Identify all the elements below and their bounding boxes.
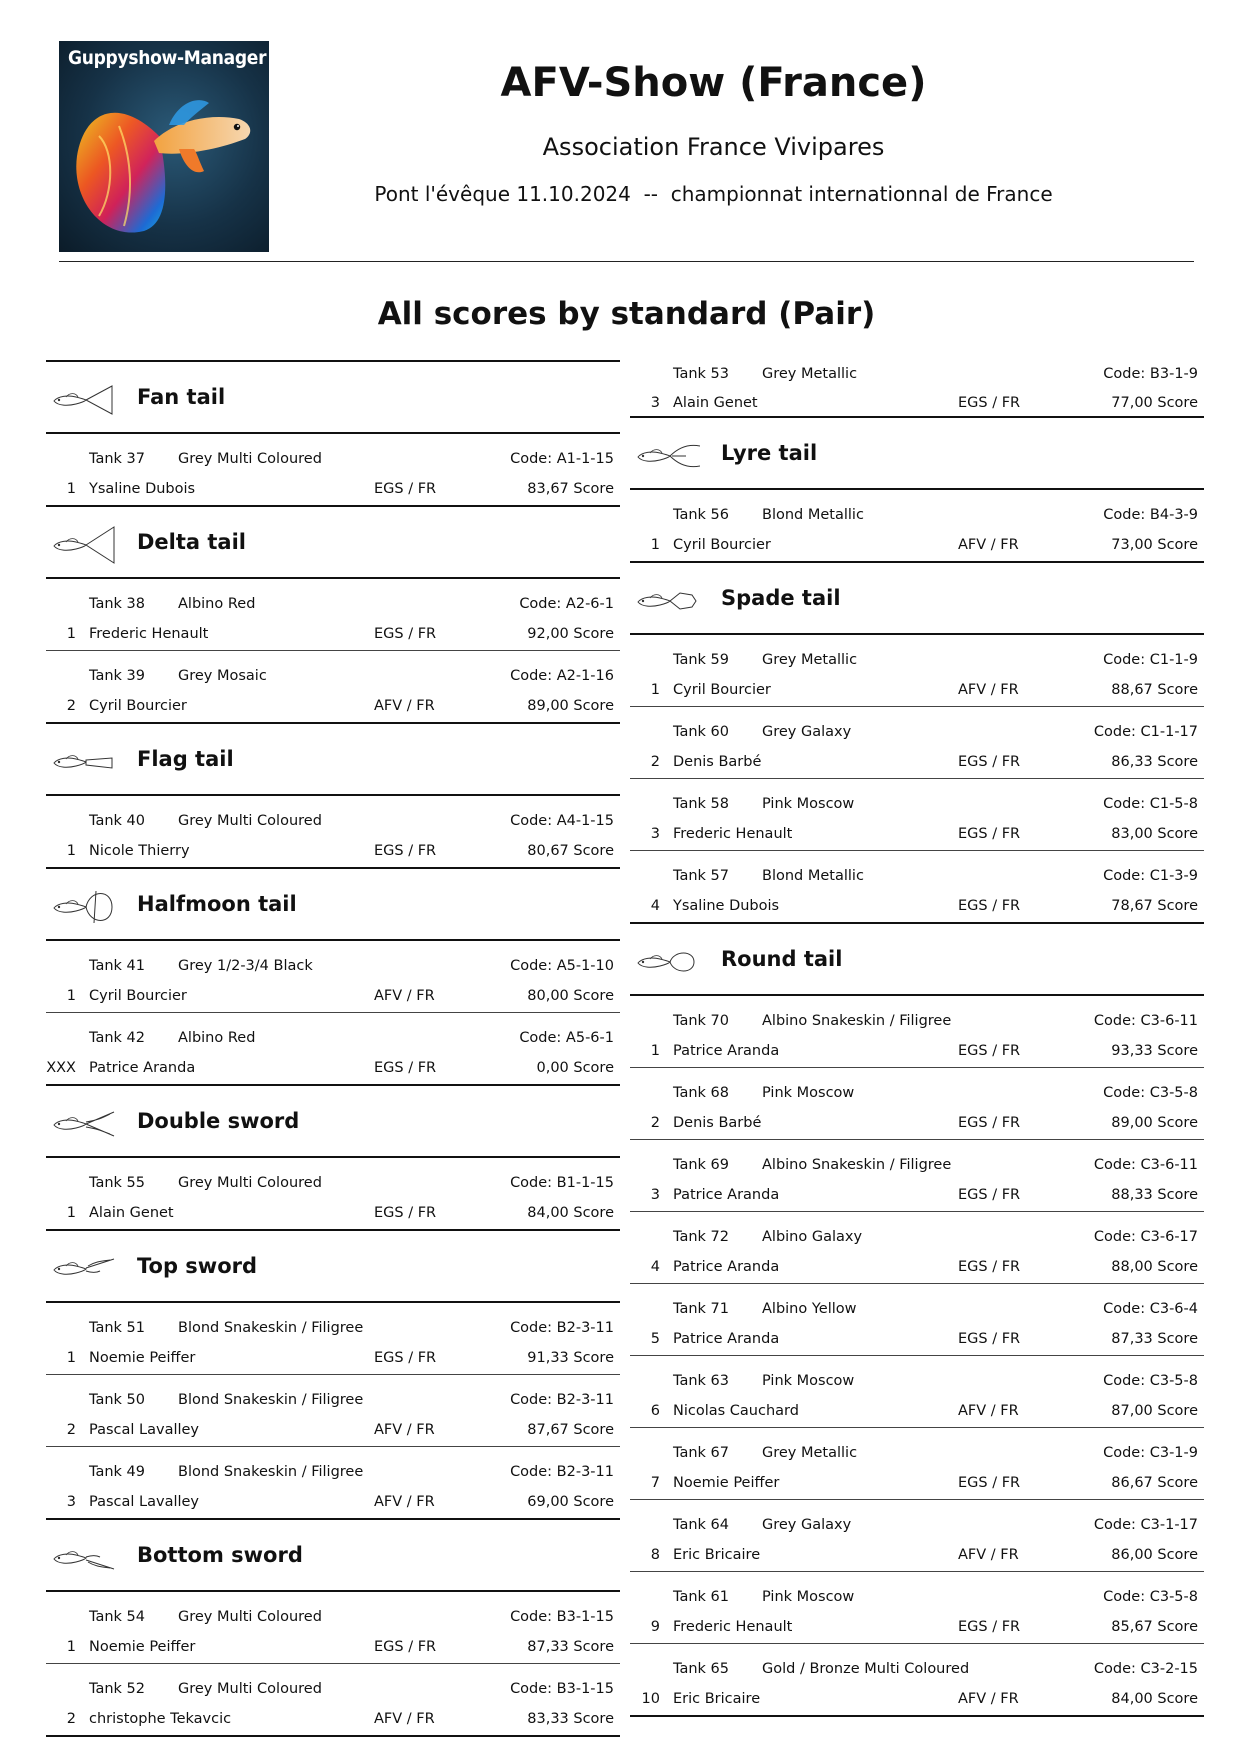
score: 92,00 Score <box>527 626 614 642</box>
flag-tail-icon <box>50 742 116 782</box>
class-code: Code: A2-6-1 <box>519 596 614 612</box>
class-code: Code: A2-1-16 <box>510 668 614 684</box>
tank-number: Tank 54 <box>89 1609 145 1625</box>
breeder-name: Ysaline Dubois <box>89 481 196 497</box>
category-title: Top sword <box>137 1254 258 1278</box>
club: AFV / FR <box>374 1422 435 1438</box>
club: EGS / FR <box>374 843 437 859</box>
breeder-name: Nicolas Cauchard <box>673 1403 799 1419</box>
placement: 1 <box>66 481 76 497</box>
placement: XXX <box>46 1060 76 1076</box>
strain: Pink Moscow <box>762 1589 855 1605</box>
tank-number: Tank 59 <box>673 652 729 668</box>
score-entry <box>46 434 620 507</box>
score: 87,33 Score <box>1111 1331 1198 1347</box>
class-code: Code: C3-1-9 <box>1103 1445 1198 1461</box>
score: 88,67 Score <box>1111 682 1198 698</box>
breeder-name: Patrice Aranda <box>673 1187 780 1203</box>
class-code: Code: C3-6-4 <box>1103 1301 1198 1317</box>
category-title: Lyre tail <box>721 441 818 465</box>
tank-number: Tank 39 <box>89 668 145 684</box>
breeder-name: Ysaline Dubois <box>673 898 780 914</box>
club: EGS / FR <box>958 1043 1021 1059</box>
score: 84,00 Score <box>1111 1691 1198 1707</box>
score-entry <box>630 1644 1204 1717</box>
tank-number: Tank 38 <box>89 596 145 612</box>
club: AFV / FR <box>958 1403 1019 1419</box>
score: 80,67 Score <box>527 843 614 859</box>
club: EGS / FR <box>958 1187 1021 1203</box>
bottom-sword-icon <box>50 1538 116 1578</box>
round-tail-icon <box>634 942 700 982</box>
strain: Grey Galaxy <box>762 724 852 740</box>
breeder-name: Noemie Peiffer <box>89 1350 196 1366</box>
strain: Blond Snakeskin / Filigree <box>178 1320 364 1336</box>
breeder-name: Frederic Henault <box>673 1619 793 1635</box>
placement: 3 <box>650 1187 660 1203</box>
placement: 3 <box>66 1494 76 1510</box>
strain: Albino Red <box>178 1030 256 1046</box>
strain: Grey Mosaic <box>178 668 267 684</box>
score-entry <box>46 1592 620 1664</box>
tank-number: Tank 64 <box>673 1517 729 1533</box>
placement: 10 <box>641 1691 660 1707</box>
score-entry <box>630 1068 1204 1140</box>
tank-number: Tank 53 <box>673 366 729 382</box>
placement: 1 <box>66 626 76 642</box>
breeder-name: Cyril Bourcier <box>673 537 771 553</box>
score: 83,33 Score <box>527 1711 614 1727</box>
strain: Grey Metallic <box>762 1445 858 1461</box>
club: EGS / FR <box>958 1115 1021 1131</box>
tank-number: Tank 71 <box>673 1301 729 1317</box>
breeder-name: Cyril Bourcier <box>89 988 187 1004</box>
tank-number: Tank 51 <box>89 1320 145 1336</box>
tank-number: Tank 58 <box>673 796 729 812</box>
score: 88,00 Score <box>1111 1259 1198 1275</box>
score: 87,67 Score <box>527 1422 614 1438</box>
placement: 1 <box>650 1043 660 1059</box>
club: EGS / FR <box>958 1619 1021 1635</box>
strain: Grey Multi Coloured <box>178 1609 322 1625</box>
placement: 2 <box>66 1422 76 1438</box>
class-code: Code: B3-1-15 <box>510 1609 614 1625</box>
club: AFV / FR <box>958 1547 1019 1563</box>
placement: 7 <box>650 1475 660 1491</box>
category-header <box>630 924 1204 996</box>
class-code: Code: A1-1-15 <box>510 451 614 467</box>
score: 86,67 Score <box>1111 1475 1198 1491</box>
club: EGS / FR <box>958 898 1021 914</box>
breeder-name: Cyril Bourcier <box>673 682 771 698</box>
tank-number: Tank 57 <box>673 868 729 884</box>
association-name: Association France Vivipares <box>542 133 885 161</box>
header-divider <box>59 261 1194 262</box>
class-code: Code: C3-1-17 <box>1093 1517 1198 1533</box>
continued-entry <box>630 360 1204 418</box>
strain: Grey Multi Coloured <box>178 451 322 467</box>
tank-number: Tank 70 <box>673 1013 729 1029</box>
tank-number: Tank 68 <box>673 1085 729 1101</box>
club: EGS / FR <box>374 1060 437 1076</box>
strain: Pink Moscow <box>762 1373 855 1389</box>
score-entry <box>630 1356 1204 1428</box>
score-entry <box>630 851 1204 924</box>
breeder-name: christophe Tekavcic <box>89 1711 232 1727</box>
category-header <box>46 507 620 579</box>
placement: 1 <box>66 843 76 859</box>
category-header <box>630 418 1204 490</box>
strain: Grey Multi Coloured <box>178 1175 322 1191</box>
placement: 2 <box>66 698 76 714</box>
score: 91,33 Score <box>527 1350 614 1366</box>
score-entry <box>46 1375 620 1447</box>
score: 86,00 Score <box>1111 1547 1198 1563</box>
strain: Grey Metallic <box>762 366 858 382</box>
breeder-name: Frederic Henault <box>89 626 209 642</box>
score: 88,33 Score <box>1111 1187 1198 1203</box>
placement: 1 <box>66 1350 76 1366</box>
placement: 1 <box>66 988 76 1004</box>
placement: 9 <box>650 1619 660 1635</box>
strain: Albino Yellow <box>762 1301 857 1317</box>
score: 85,67 Score <box>1111 1619 1198 1635</box>
class-code: Code: B3-1-15 <box>510 1681 614 1697</box>
score-entry <box>630 996 1204 1068</box>
strain: Albino Snakeskin / Filigree <box>762 1013 952 1029</box>
club: AFV / FR <box>374 1711 435 1727</box>
placement: 1 <box>650 537 660 553</box>
tank-number: Tank 72 <box>673 1229 729 1245</box>
class-code: Code: C1-5-8 <box>1103 796 1198 812</box>
logo-text: Guppyshow-Manager <box>68 47 267 69</box>
breeder-name: Eric Bricaire <box>673 1691 761 1707</box>
score-entry <box>630 635 1204 707</box>
class-code: Code: A4-1-15 <box>510 813 614 829</box>
category-header <box>46 1231 620 1303</box>
score-entry <box>630 1212 1204 1284</box>
tank-number: Tank 41 <box>89 958 145 974</box>
strain: Blond Snakeskin / Filigree <box>178 1464 364 1480</box>
placement: 5 <box>650 1331 660 1347</box>
score-entry <box>630 1140 1204 1212</box>
score: 87,33 Score <box>527 1639 614 1655</box>
score-entry <box>630 490 1204 563</box>
category-header <box>46 724 620 796</box>
breeder-name: Alain Genet <box>89 1205 174 1221</box>
category-title: Halfmoon tail <box>137 892 297 916</box>
breeder-name: Cyril Bourcier <box>89 698 187 714</box>
club: EGS / FR <box>374 481 437 497</box>
breeder-name: Patrice Aranda <box>89 1060 196 1076</box>
strain: Blond Metallic <box>762 507 864 523</box>
category-title: Delta tail <box>137 530 246 554</box>
tank-number: Tank 69 <box>673 1157 729 1173</box>
club: EGS / FR <box>374 1639 437 1655</box>
class-code: Code: C1-1-17 <box>1093 724 1198 740</box>
strain: Albino Red <box>178 596 256 612</box>
placement: 1 <box>66 1205 76 1221</box>
breeder-name: Noemie Peiffer <box>673 1475 780 1491</box>
tank-number: Tank 63 <box>673 1373 729 1389</box>
category-title: Spade tail <box>721 586 841 610</box>
club: EGS / FR <box>374 626 437 642</box>
club: EGS / FR <box>374 1205 437 1221</box>
tank-number: Tank 52 <box>89 1681 145 1697</box>
score-entry <box>630 707 1204 779</box>
placement: 8 <box>650 1547 660 1563</box>
strain: Grey 1/2-3/4 Black <box>178 958 313 974</box>
halfmoon-tail-icon <box>50 887 116 927</box>
category-title: Double sword <box>137 1109 300 1133</box>
tank-number: Tank 42 <box>89 1030 145 1046</box>
left-column <box>46 360 620 1737</box>
placement: 1 <box>66 1639 76 1655</box>
class-code: Code: A5-1-10 <box>510 958 614 974</box>
score-entry <box>46 1447 620 1520</box>
tank-number: Tank 67 <box>673 1445 729 1461</box>
category-header <box>46 1520 620 1592</box>
score-entry <box>46 1303 620 1375</box>
category-header <box>46 362 620 434</box>
breeder-name: Pascal Lavalley <box>89 1422 200 1438</box>
breeder-name: Pascal Lavalley <box>89 1494 200 1510</box>
placement: 2 <box>650 1115 660 1131</box>
score: 86,33 Score <box>1111 754 1198 770</box>
breeder-name: Denis Barbé <box>673 754 762 770</box>
score: 83,00 Score <box>1111 826 1198 842</box>
strain: Blond Metallic <box>762 868 864 884</box>
tank-number: Tank 61 <box>673 1589 729 1605</box>
score: 89,00 Score <box>1111 1115 1198 1131</box>
breeder-name: Frederic Henault <box>673 826 793 842</box>
score-entry <box>46 1013 620 1086</box>
right-column <box>630 360 1204 1717</box>
placement: 3 <box>650 395 660 411</box>
strain: Gold / Bronze Multi Coloured <box>762 1661 970 1677</box>
placement: 4 <box>650 898 660 914</box>
category-header <box>46 1086 620 1158</box>
club: EGS / FR <box>958 1331 1021 1347</box>
breeder-name: Patrice Aranda <box>673 1259 780 1275</box>
placement: 4 <box>650 1259 660 1275</box>
score-entry <box>46 941 620 1013</box>
spade-tail-icon <box>634 581 700 621</box>
placement: 3 <box>650 826 660 842</box>
event-line: Pont l'évêque 11.10.2024 -- championnat internationnal de France <box>374 182 1053 206</box>
club: EGS / FR <box>374 1350 437 1366</box>
score: 87,00 Score <box>1111 1403 1198 1419</box>
lyre-tail-icon <box>634 436 700 476</box>
club: AFV / FR <box>958 537 1019 553</box>
score: 0,00 Score <box>536 1060 614 1076</box>
top-sword-icon <box>50 1249 116 1289</box>
class-code: Code: A5-6-1 <box>519 1030 614 1046</box>
category-title: Bottom sword <box>137 1543 303 1567</box>
strain: Grey Multi Coloured <box>178 813 322 829</box>
score-entry <box>630 1428 1204 1500</box>
strain: Grey Metallic <box>762 652 858 668</box>
strain: Blond Snakeskin / Filigree <box>178 1392 364 1408</box>
score-entry <box>630 1500 1204 1572</box>
score: 80,00 Score <box>527 988 614 1004</box>
club: EGS / FR <box>958 1259 1021 1275</box>
tank-number: Tank 55 <box>89 1175 145 1191</box>
strain: Albino Snakeskin / Filigree <box>762 1157 952 1173</box>
breeder-name: Patrice Aranda <box>673 1043 780 1059</box>
club: EGS / FR <box>958 826 1021 842</box>
score: 93,33 Score <box>1111 1043 1198 1059</box>
tank-number: Tank 60 <box>673 724 729 740</box>
class-code: Code: C3-5-8 <box>1103 1589 1198 1605</box>
club: AFV / FR <box>374 1494 435 1510</box>
score-entry <box>630 779 1204 851</box>
score-entry <box>46 796 620 869</box>
strain: Grey Multi Coloured <box>178 1681 322 1697</box>
score: 69,00 Score <box>527 1494 614 1510</box>
category-header <box>46 869 620 941</box>
breeder-name: Eric Bricaire <box>673 1547 761 1563</box>
tank-number: Tank 65 <box>673 1661 729 1677</box>
club: EGS / FR <box>958 754 1021 770</box>
placement: 2 <box>66 1711 76 1727</box>
tank-number: Tank 37 <box>89 451 145 467</box>
fan-tail-icon <box>50 380 116 420</box>
class-code: Code: C3-6-17 <box>1093 1229 1198 1245</box>
double-sword-icon <box>50 1104 116 1144</box>
placement: 1 <box>650 682 660 698</box>
club: AFV / FR <box>374 698 435 714</box>
club: AFV / FR <box>958 1691 1019 1707</box>
club: EGS / FR <box>958 1475 1021 1491</box>
class-code: Code: C1-1-9 <box>1103 652 1198 668</box>
delta-tail-icon <box>50 525 116 565</box>
score: 84,00 Score <box>527 1205 614 1221</box>
class-code: Code: B3-1-9 <box>1103 366 1198 382</box>
score-entry <box>46 651 620 724</box>
class-code: Code: C3-2-15 <box>1093 1661 1198 1677</box>
score: 89,00 Score <box>527 698 614 714</box>
tank-number: Tank 49 <box>89 1464 145 1480</box>
category-header <box>630 563 1204 635</box>
breeder-name: Alain Genet <box>673 395 758 411</box>
placement: 2 <box>650 754 660 770</box>
strain: Pink Moscow <box>762 1085 855 1101</box>
class-code: Code: B2-3-11 <box>510 1320 614 1336</box>
score: 78,67 Score <box>1111 898 1198 914</box>
breeder-name: Noemie Peiffer <box>89 1639 196 1655</box>
strain: Grey Galaxy <box>762 1517 852 1533</box>
class-code: Code: C1-3-9 <box>1103 868 1198 884</box>
breeder-name: Patrice Aranda <box>673 1331 780 1347</box>
category-title: Round tail <box>721 947 843 971</box>
placement: 6 <box>650 1403 660 1419</box>
tank-number: Tank 56 <box>673 507 729 523</box>
club: AFV / FR <box>374 988 435 1004</box>
score-entry <box>630 1284 1204 1356</box>
score: 83,67 Score <box>527 481 614 497</box>
club: EGS / FR <box>958 395 1021 411</box>
score: 73,00 Score <box>1111 537 1198 553</box>
score-entry <box>46 1664 620 1737</box>
guppy-fish-image <box>59 41 269 252</box>
class-code: Code: C3-5-8 <box>1103 1373 1198 1389</box>
breeder-name: Denis Barbé <box>673 1115 762 1131</box>
class-code: Code: C3-6-11 <box>1093 1013 1198 1029</box>
class-code: Code: B2-3-11 <box>510 1392 614 1408</box>
show-title: AFV-Show (France) <box>500 60 927 106</box>
class-code: Code: B1-1-15 <box>510 1175 614 1191</box>
score-entry <box>46 1158 620 1231</box>
guppyshow-manager-logo <box>59 41 269 252</box>
breeder-name: Nicole Thierry <box>89 843 190 859</box>
class-code: Code: C3-6-11 <box>1093 1157 1198 1173</box>
page-heading: All scores by standard (Pair) <box>377 296 876 332</box>
tank-number: Tank 50 <box>89 1392 145 1408</box>
category-title: Flag tail <box>137 747 234 771</box>
score-entry <box>630 1572 1204 1644</box>
club: AFV / FR <box>958 682 1019 698</box>
score: 77,00 Score <box>1111 395 1198 411</box>
category-title: Fan tail <box>137 385 226 409</box>
class-code: Code: B4-3-9 <box>1103 507 1198 523</box>
class-code: Code: C3-5-8 <box>1103 1085 1198 1101</box>
tank-number: Tank 40 <box>89 813 145 829</box>
score-entry <box>46 579 620 651</box>
class-code: Code: B2-3-11 <box>510 1464 614 1480</box>
strain: Albino Galaxy <box>762 1229 863 1245</box>
strain: Pink Moscow <box>762 796 855 812</box>
